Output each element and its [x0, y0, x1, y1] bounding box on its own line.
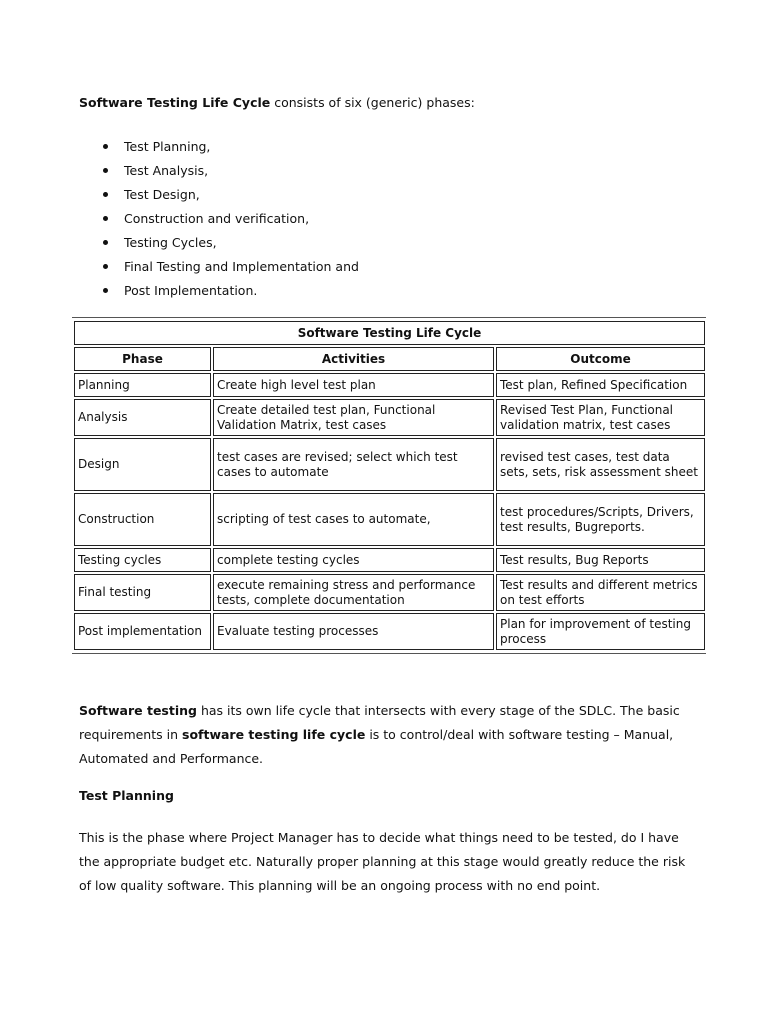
- intro-text: consists of six (generic) phases:: [270, 95, 475, 110]
- table-row: [74, 438, 705, 491]
- cell-activities: execute remaining stress and performance tests, complete documentation: [213, 574, 494, 611]
- paragraph-text: has its own life cycle that intersects with every stage of the SDLC. The basic requirements in: [79, 703, 680, 742]
- cell-outcome: Test results and different metrics on test efforts: [496, 574, 705, 611]
- intro-bold: Software Testing Life Cycle: [79, 95, 271, 110]
- bold-stlc: software testing life cycle: [182, 727, 366, 742]
- table-row: [74, 373, 705, 397]
- cell-activities: Create high level test plan: [213, 373, 494, 397]
- lifecycle-table: [72, 319, 707, 652]
- bold-software-testing: Software testing: [79, 703, 197, 718]
- cell-phase: Planning: [74, 373, 211, 397]
- cell-phase: Post implementation: [74, 613, 211, 650]
- table-row: [74, 493, 705, 546]
- table-row: [74, 548, 705, 572]
- cell-activities: test cases are revised; select which test cases to automate: [213, 438, 494, 491]
- phase-list: [79, 136, 359, 304]
- cell-phase: Final testing: [74, 574, 211, 611]
- list-item: Testing Cycles,: [79, 232, 359, 256]
- cell-activities: Create detailed test plan, Functional Validation Matrix, test cases: [213, 399, 494, 436]
- list-item: Test Planning,: [79, 136, 359, 160]
- intro-sentence: [79, 94, 475, 112]
- table-row: [74, 613, 705, 650]
- test-planning-paragraph: This is the phase where Project Manager has to decide what things need to be tested, do I have the appropriate budget etc. Naturally proper planning at this stage would greatly reduce the risk of low quality software. This planning will be an ongoing process with no end point.: [79, 830, 686, 893]
- cell-outcome: Revised Test Plan, Functional validation matrix, test cases: [496, 399, 705, 436]
- column-header-phase: Phase: [74, 347, 211, 371]
- cell-outcome: Test results, Bug Reports: [496, 548, 705, 572]
- cell-outcome: test procedures/Scripts, Drivers, test results, Bugreports.: [496, 493, 705, 546]
- cell-activities: complete testing cycles: [213, 548, 494, 572]
- cell-phase: Analysis: [74, 399, 211, 436]
- cell-phase: Testing cycles: [74, 548, 211, 572]
- list-item: Post Implementation.: [79, 280, 359, 304]
- cell-outcome: revised test cases, test data sets, sets, risk assessment sheet: [496, 438, 705, 491]
- cell-outcome: Plan for improvement of testing process: [496, 613, 705, 650]
- cell-phase: Design: [74, 438, 211, 491]
- list-item: Construction and verification,: [79, 208, 359, 232]
- cell-activities: Evaluate testing processes: [213, 613, 494, 650]
- sdlc-paragraph: [79, 699, 699, 771]
- list-item: Final Testing and Implementation and: [79, 256, 359, 280]
- column-header-outcome: Outcome: [496, 347, 705, 371]
- lifecycle-table-wrapper: [72, 317, 706, 654]
- cell-outcome: Test plan, Refined Specification: [496, 373, 705, 397]
- column-header-activities: Activities: [213, 347, 494, 371]
- list-item: Test Design,: [79, 184, 359, 208]
- table-row: [74, 574, 705, 611]
- cell-phase: Construction: [74, 493, 211, 546]
- section-heading: Test Planning: [79, 788, 174, 803]
- cell-activities: scripting of test cases to automate,: [213, 493, 494, 546]
- paragraph-text: is to control/deal with software testing – Manual, Automated and Performance.: [79, 727, 674, 766]
- table-title: Software Testing Life Cycle: [74, 321, 705, 345]
- table-row: [74, 399, 705, 436]
- list-item: Test Analysis,: [79, 160, 359, 184]
